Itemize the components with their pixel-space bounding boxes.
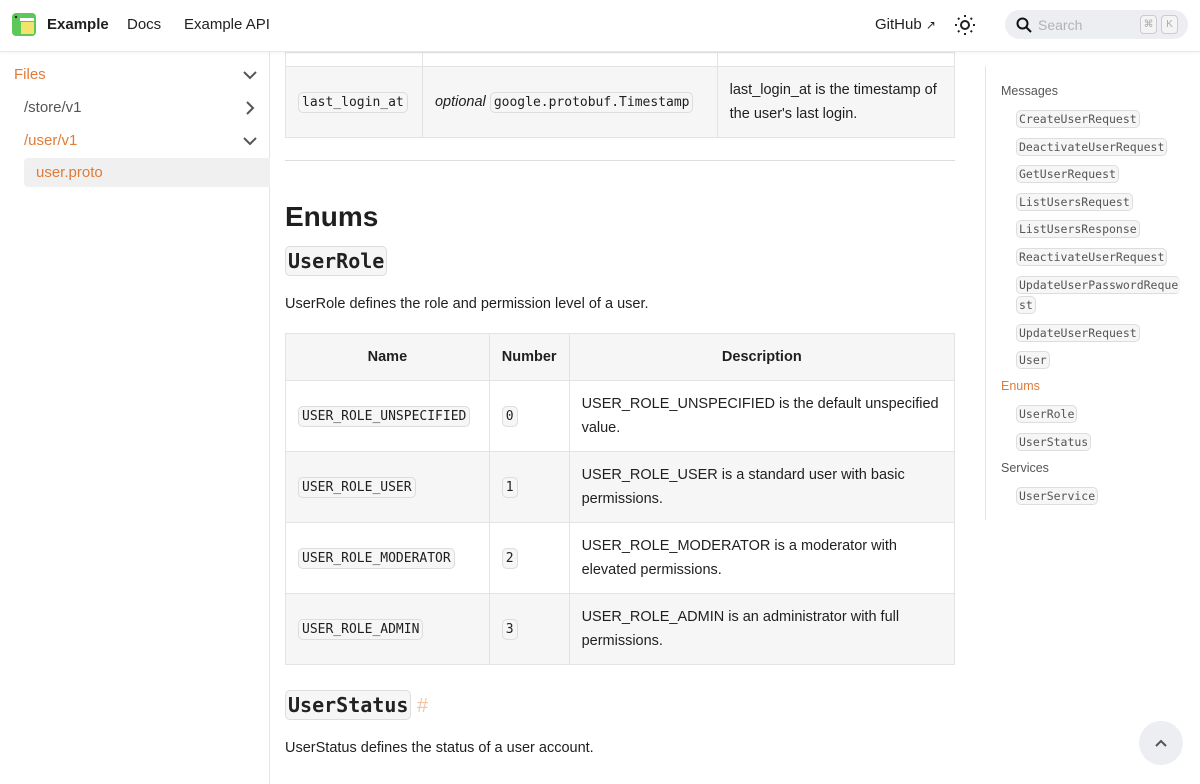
toc-enums[interactable]: Enums (1001, 379, 1040, 393)
toc-item[interactable]: UpdateUserPasswordReque (1016, 276, 1180, 294)
nav-example-api[interactable]: Example API (184, 16, 270, 33)
chevron-down-icon[interactable] (242, 67, 258, 83)
github-label: GitHub (875, 16, 922, 33)
toc-messages[interactable]: Messages (1001, 84, 1058, 98)
field-type: google.protobuf.Timestamp (490, 92, 694, 113)
toc-item[interactable]: ListUsersRequest (1016, 193, 1133, 211)
brand-name[interactable]: Example (47, 16, 109, 33)
top-header (0, 0, 1200, 52)
enum-value-number: 2 (502, 548, 518, 569)
enum-value-description: USER_ROLE_UNSPECIFIED is the default unspecified value. (569, 381, 954, 452)
user-status-description: UserStatus defines the status of a user account. (285, 740, 594, 756)
enum-value-name: USER_ROLE_USER (298, 477, 416, 498)
anchor-link[interactable]: # (416, 695, 429, 717)
table-of-contents (985, 66, 1200, 520)
nav-docs[interactable]: Docs (127, 16, 162, 33)
kbd-k: K (1161, 15, 1178, 34)
enum-value-name: USER_ROLE_MODERATOR (298, 548, 455, 569)
main-content (285, 52, 955, 756)
enums-heading: Enums (285, 201, 379, 232)
chevron-down-icon[interactable] (242, 133, 258, 149)
toc-item[interactable]: CreateUserRequest (1016, 110, 1140, 128)
enum-value-number: 3 (502, 619, 518, 640)
toc-item[interactable]: ListUsersResponse (1016, 220, 1140, 238)
toc-services[interactable]: Services (1001, 461, 1049, 475)
table-row (286, 452, 955, 523)
toc-item[interactable]: User (1016, 351, 1050, 369)
user-role-heading: UserRole (285, 246, 387, 276)
search-placeholder: Search (1038, 17, 1083, 33)
field-description: last_login_at is the timestamp of the user's last login. (717, 67, 954, 138)
theme-toggle-sun-icon[interactable] (953, 13, 977, 37)
logo-icon[interactable] (11, 12, 39, 38)
chevron-right-icon[interactable] (242, 100, 258, 116)
enum-value-description: USER_ROLE_MODERATOR is a moderator with elevated permissions. (569, 523, 954, 594)
enum-value-name: USER_ROLE_UNSPECIFIED (298, 406, 470, 427)
search-icon (1016, 17, 1032, 33)
enum-value-number: 0 (502, 406, 518, 427)
github-link[interactable] (875, 16, 936, 33)
fields-table (285, 52, 955, 138)
sidebar-item-store-v1[interactable]: /store/v1 (24, 99, 82, 116)
field-name: last_login_at (298, 92, 408, 113)
enum-value-description: USER_ROLE_ADMIN is an administrator with full permissions. (569, 594, 954, 665)
column-header-name: Name (286, 334, 490, 381)
column-header-description: Description (569, 334, 954, 381)
user-status-heading: UserStatus (285, 690, 411, 720)
sidebar-item-label: user.proto (36, 164, 103, 181)
table-row (286, 523, 955, 594)
scroll-to-top-button[interactable] (1139, 721, 1183, 765)
table-row (286, 381, 955, 452)
field-modifier: optional (434, 93, 486, 110)
user-role-description: UserRole defines the role and permission level of a user. (285, 296, 649, 312)
table-row (286, 67, 955, 138)
divider (285, 160, 955, 161)
toc-item[interactable]: UserRole (1016, 405, 1077, 423)
toc-item[interactable]: UserStatus (1016, 433, 1091, 451)
toc-item[interactable]: ReactivateUserRequest (1016, 248, 1167, 266)
sidebar-item-user-v1[interactable]: /user/v1 (24, 132, 78, 149)
toc-item[interactable]: UpdateUserRequest (1016, 324, 1140, 342)
table-row (286, 594, 955, 665)
toc-item[interactable]: GetUserRequest (1016, 165, 1119, 183)
enum-value-description: USER_ROLE_USER is a standard user with basic permissions. (569, 452, 954, 523)
toc-item-wrap[interactable]: st (1016, 296, 1036, 314)
chevron-up-icon (1154, 736, 1168, 750)
external-link-icon: ↗ (925, 18, 936, 32)
sidebar (0, 52, 270, 784)
sidebar-item-user-proto[interactable] (24, 158, 270, 187)
toc-item[interactable]: UserService (1016, 487, 1098, 505)
toc-item[interactable]: DeactivateUserRequest (1016, 138, 1167, 156)
kbd-cmd: ⌘ (1140, 15, 1157, 34)
user-role-table (285, 333, 955, 665)
enum-value-number: 1 (502, 477, 518, 498)
enum-value-name: USER_ROLE_ADMIN (298, 619, 423, 640)
sidebar-files[interactable]: Files (14, 66, 46, 83)
search-input[interactable] (1005, 10, 1188, 39)
column-header-number: Number (489, 334, 569, 381)
